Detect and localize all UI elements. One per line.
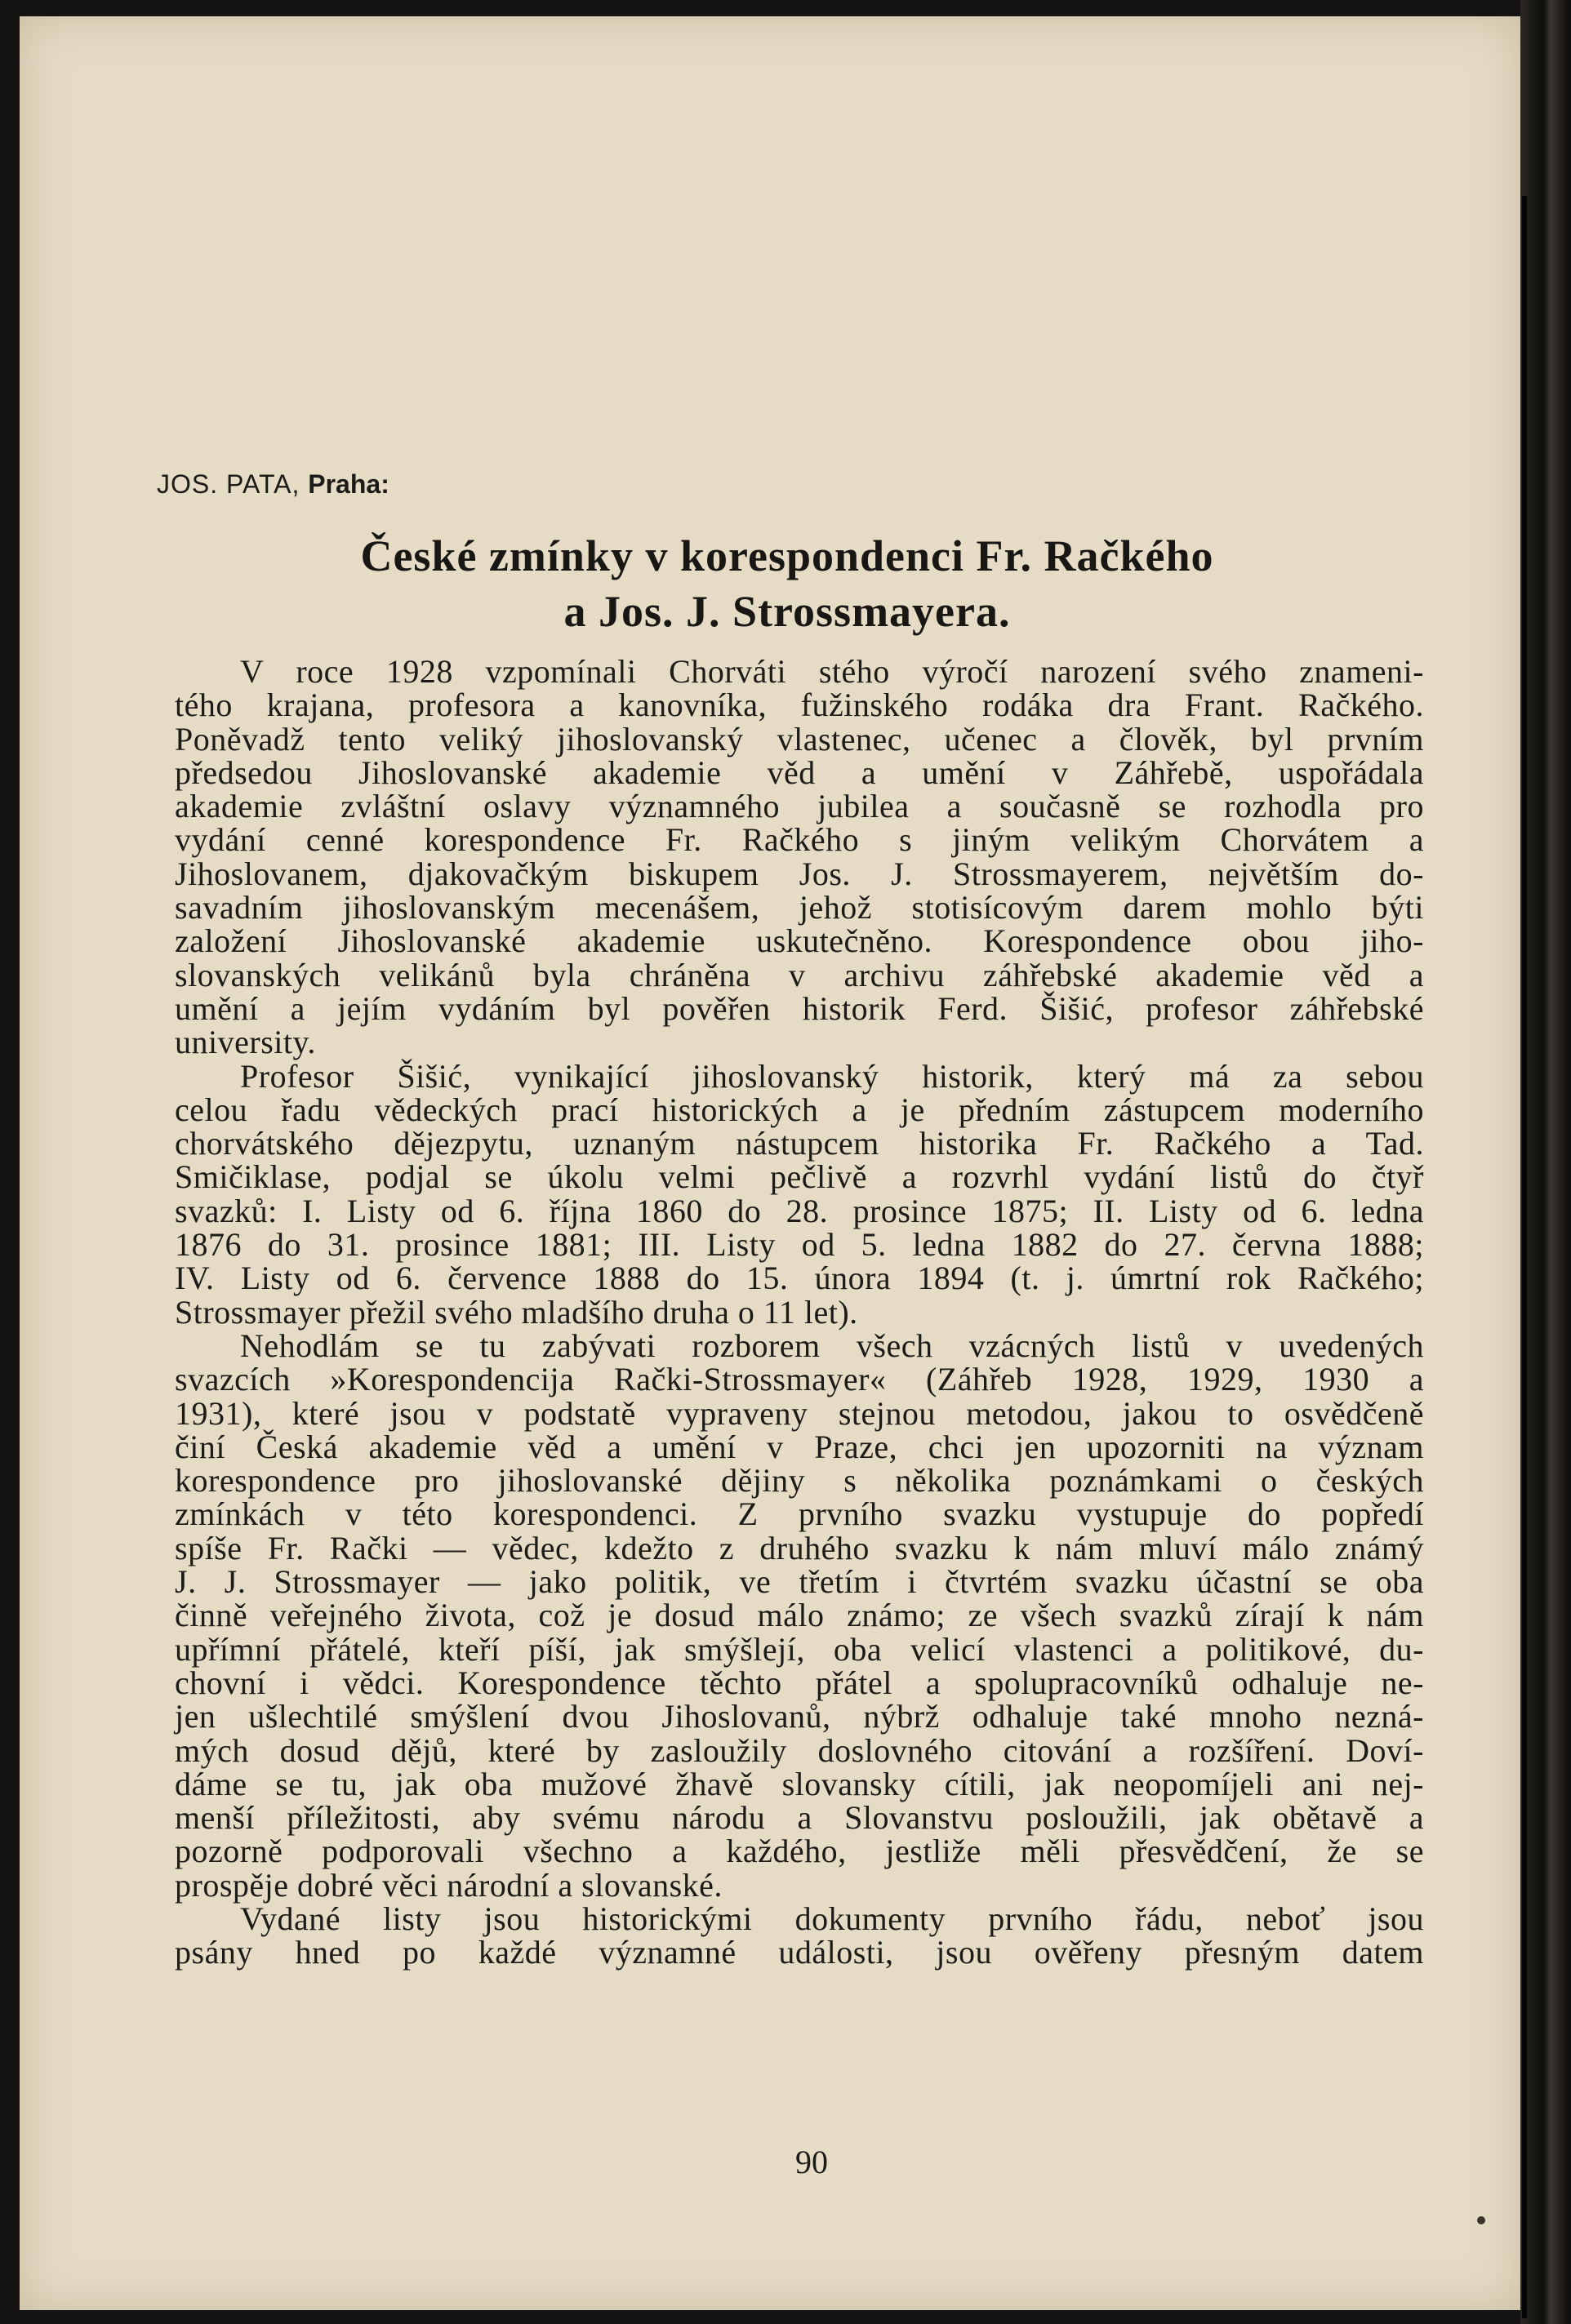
- body-line: chorvátského dějezpytu, uznaným nástupcem historika Fr. Račkého a Tad.: [175, 1125, 1424, 1162]
- body-line: savadním jihoslovanským mecenášem, jehož stotisícovým darem mohlo býti: [175, 889, 1424, 926]
- body-line: spíše Fr. Rački — vědec, kdežto z druhého svazku k nám mluví málo známý: [175, 1529, 1424, 1566]
- page-number: 90: [795, 2144, 828, 2180]
- body-line: slovanských velikánů byla chráněna v archivu záhřebské akademie věd a: [175, 956, 1424, 993]
- author-name: JOS. PATA,: [157, 469, 300, 499]
- body-line: Jihoslovanem, djakovačkým biskupem Jos. J. Strossmayerem, největším do-: [175, 855, 1424, 892]
- body-line: vydání cenné korespondence Fr. Račkého s jiným velikým Chorvátem a: [175, 821, 1424, 859]
- body-line: celou řadu vědeckých prací historických a je předním zástupcem moderního: [175, 1091, 1424, 1128]
- body-line: 1931), které jsou v podstatě vypraveny stejnou metodou, jakou to osvědčeně: [175, 1394, 1424, 1432]
- body-line: předsedou Jihoslovanské akademie věd a umění v Záhřebě, uspořádala: [175, 753, 1424, 791]
- body-line: IV. Listy od 6. července 1888 do 15. února 1894 (t. j. úmrtní rok Račkého;: [175, 1260, 1424, 1297]
- body-line: psány hned po každé významné události, jsou ověřeny přesným datem: [175, 1934, 1424, 1971]
- body-line: tého krajana, profesora a kanovníka, fužinského rodáka dra Frant. Račkého.: [175, 687, 1424, 724]
- body-line: chovní i vědci. Korespondence těchto přátel a spolupracovníků odhaluje ne-: [175, 1664, 1424, 1701]
- body-line: Profesor Šišić, vynikající jihoslovanský historik, který má za sebou: [240, 1057, 1424, 1095]
- body-line: činně veřejného života, což je dosud málo známo; ze všech svazků zírají k nám: [175, 1597, 1424, 1634]
- body-line: pozorně podporovali všechno a každého, jestliže měli přesvědčení, že se: [175, 1833, 1424, 1870]
- body-line: mých dosud dějů, které by zasloužily doslovného citování a rozšíření. Doví-: [175, 1731, 1424, 1769]
- article-title-line-1: České zmínky v korespondenci Fr. Račkého: [360, 531, 1214, 580]
- body-line: prospěje dobré věci národní a slovanské.: [175, 1866, 723, 1904]
- body-line: svazků: I. Listy od 6. října 1860 do 28. prosince 1875; II. Listy od 6. ledna: [175, 1192, 1424, 1229]
- body-line: upřímní přátelé, kteří píší, jak smýšlejí, oba velicí vlastenci a politikové, du-: [175, 1630, 1424, 1668]
- book-spine-edge: [1520, 0, 1571, 2324]
- body-line: jen ušlechtilé smýšlení dvou Jihoslovanů, nýbrž odhaluje také mnoho nezná-: [175, 1698, 1424, 1735]
- body-line: svazcích »Korespondencija Rački-Strossmayer« (Záhřeb 1928, 1929, 1930 a: [175, 1361, 1424, 1398]
- ink-speck: [1477, 2216, 1485, 2224]
- body-line: dáme se tu, jak oba mužové žhavě slovansky cítili, jak neopomíjeli ani nej-: [175, 1765, 1424, 1802]
- body-line: 1876 do 31. prosince 1881; III. Listy od 5. ledna 1882 do 27. června 1888;: [175, 1226, 1424, 1264]
- book-page: [20, 16, 1520, 2310]
- article-title-line-2: a Jos. J. Strossmayera.: [563, 587, 1011, 636]
- body-line: Strossmayer přežil svého mladšího druha o 11 let).: [175, 1293, 858, 1331]
- author-city: Praha:: [308, 469, 389, 499]
- body-line: zmínkách v této korespondenci. Z prvního svazku vystupuje do popředí: [175, 1495, 1424, 1533]
- author-line: [157, 469, 389, 500]
- body-line: založení Jihoslovanské akademie uskutečněno. Korespondence obou jiho-: [175, 922, 1424, 960]
- body-line: umění a jejím vydáním byl pověřen historik Ferd. Šišić, profesor záhřebské: [175, 989, 1424, 1027]
- body-line: korespondence pro jihoslovanské dějiny s několika poznámkami o českých: [175, 1462, 1424, 1500]
- body-line: V roce 1928 vzpomínali Chorváti stého výročí narození svého znameni-: [240, 653, 1424, 690]
- body-line: činí Česká akademie věd a umění v Praze, chci jen upozorniti na význam: [175, 1428, 1424, 1465]
- body-line: akademie zvláštní oslavy významného jubilea a současně se rozhodla pro: [175, 788, 1424, 825]
- body-line: J. J. Strossmayer — jako politik, ve třetím i čtvrtém svazku účastní se oba: [175, 1563, 1424, 1601]
- body-line: university.: [175, 1024, 316, 1061]
- body-line: Nehodlám se tu zabývati rozborem všech vzácných listů v uvedených: [240, 1326, 1424, 1364]
- body-line: Vydané listy jsou historickými dokumenty prvního řádu, neboť jsou: [240, 1900, 1424, 1937]
- body-line: menší příležitosti, aby svému národu a Slovanstvu posloužili, jak obětavě a: [175, 1799, 1424, 1837]
- book-spine-shadow: [1522, 196, 1527, 2318]
- body-line: Smičiklase, podjal se úkolu velmi pečlivě a rozvrhl vydání listů do čtyř: [175, 1158, 1424, 1196]
- article-body: [175, 655, 1424, 1970]
- body-line: Poněvadž tento veliký jihoslovanský vlastenec, učenec a člověk, byl prvním: [175, 720, 1424, 758]
